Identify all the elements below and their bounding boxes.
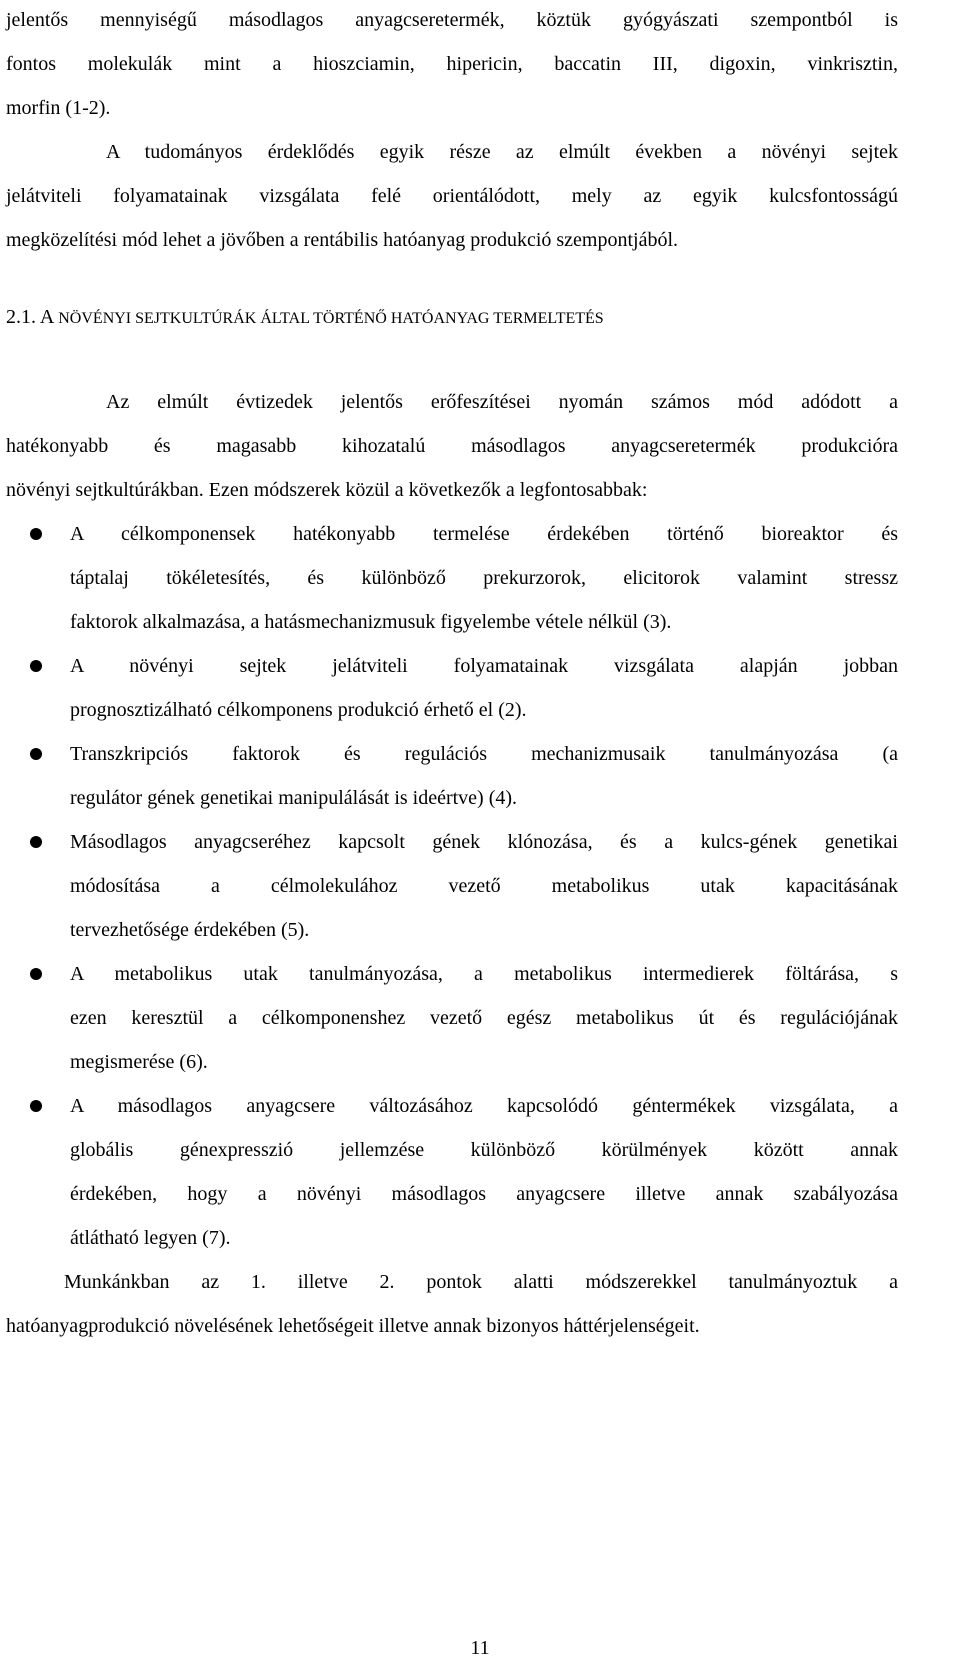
bullet-dot [30, 836, 42, 848]
bullet-6-line-1: A másodlagos anyagcsere változásához kapcsolódó géntermékek vizsgálata, a [70, 1095, 898, 1117]
para1-line-3: növényi sejtkultúrákban. Ezen módszerek közül a következők a legfontosabbak: [6, 479, 648, 501]
bullet-6-line-3: érdekében, hogy a növényi másodlagos anyagcsere illetve annak szabályozása [70, 1183, 898, 1205]
intro-line-4: A tudományos érdeklődés egyik része az elmúlt években a növényi sejtek [106, 141, 898, 163]
para1-line-1: Az elmúlt évtizedek jelentős erőfeszítései nyomán számos mód adódott a [106, 391, 898, 413]
section-title: NÖVÉNYI SEJTKULTÚRÁK ÁLTAL TÖRTÉNŐ HATÓANYAG TERMELTETÉS [58, 310, 604, 327]
bullet-4-line-1: Másodlagos anyagcseréhez kapcsolt gének klónozása, és a kulcs-gének genetikai [70, 831, 898, 853]
intro-line-6: megközelítési mód lehet a jövőben a rentábilis hatóanyag produkció szempontjából. [6, 229, 679, 251]
bullet-1-line-2: táptalaj tökéletesítés, és különböző prekurzorok, elicitorok valamint stressz [70, 567, 898, 589]
bullet-5-line-3: megismerése (6). [70, 1051, 208, 1073]
bullet-dot [30, 968, 42, 980]
bullet-4-line-3: tervezhetősége érdekében (5). [70, 919, 310, 941]
intro-line-3: morfin (1-2). [6, 97, 111, 119]
intro-line-5: jelátviteli folyamatainak vizsgálata felé orientálódott, mely az egyik kulcsfontosságú [6, 185, 898, 207]
bullet-1-line-3: faktorok alkalmazása, a hatásmechanizmusuk figyelembe vétele nélkül (3). [70, 611, 672, 633]
bullet-6-line-4: átlátható legyen (7). [70, 1227, 231, 1249]
section-title-initial: A [39, 306, 54, 328]
bullet-1-line-1: A célkomponensek hatékonyabb termelése érdekében történő bioreaktor és [70, 523, 898, 545]
intro-line-1: jelentős mennyiségű másodlagos anyagcseretermék, köztük gyógyászati szempontból is [6, 9, 898, 31]
bullet-6-line-2: globális génexpresszió jellemzése különböző körülmények között annak [70, 1139, 898, 1161]
bullet-2-line-2: prognosztizálható célkomponens produkció érhető el (2). [70, 699, 527, 721]
bullet-3-line-1: Transzkripciós faktorok és regulációs mechanizmusaik tanulmányozása (a [70, 743, 898, 765]
bullet-dot [30, 660, 42, 672]
bullet-5-line-2: ezen keresztül a célkomponenshez vezető egész metabolikus út és regulációjának [70, 1007, 898, 1029]
closing-line-2: hatóanyagprodukció növelésének lehetőségeit illetve annak bizonyos háttérjelenségeit. [6, 1315, 700, 1337]
bullet-dot [30, 1100, 42, 1112]
bullet-3-line-2: regulátor gének genetikai manipulálását is ideértve) (4). [70, 787, 518, 809]
bullet-2-line-1: A növényi sejtek jelátviteli folyamatainak vizsgálata alapján jobban [70, 655, 898, 677]
closing-line-1: Munkánkban az 1. illetve 2. pontok alatti módszerekkel tanulmányoztuk a [64, 1271, 898, 1293]
bullet-dot [30, 748, 42, 760]
section-heading [6, 305, 604, 331]
bullet-dot [30, 528, 42, 540]
section-number: 2.1. [6, 306, 36, 328]
page-number: 11 [470, 1637, 490, 1659]
intro-line-2: fontos molekulák mint a hioszciamin, hipericin, baccatin III, digoxin, vinkrisztin, [6, 53, 898, 75]
bullet-4-line-2: módosítása a célmolekulához vezető metabolikus utak kapacitásának [70, 875, 898, 897]
bullet-5-line-1: A metabolikus utak tanulmányozása, a metabolikus intermedierek föltárása, s [70, 963, 898, 985]
para1-line-2: hatékonyabb és magasabb kihozatalú másodlagos anyagcseretermék produkcióra [6, 435, 898, 457]
